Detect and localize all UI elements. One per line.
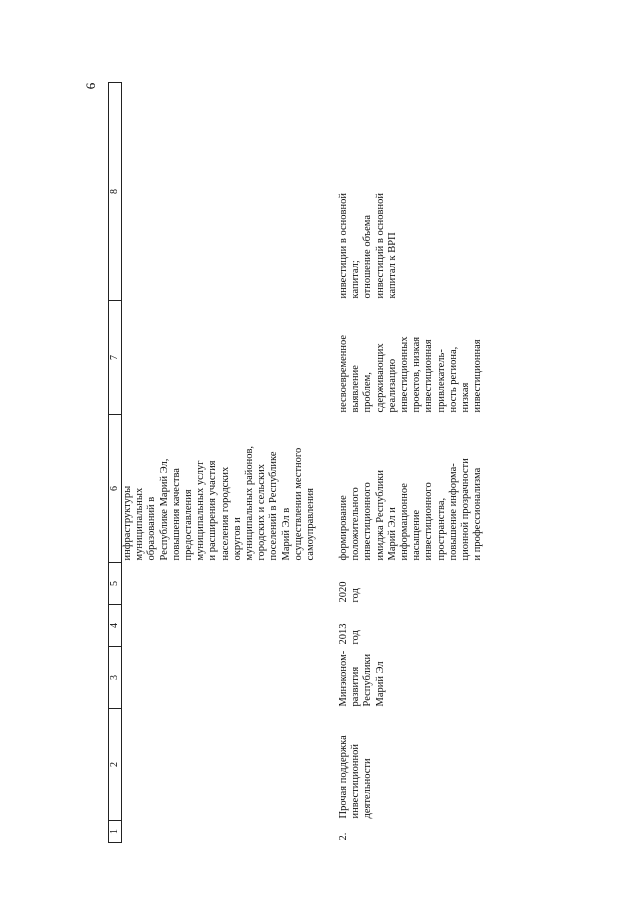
cell-line: городских и сельских: [256, 464, 268, 561]
cell-line: ционной прозрачности: [460, 458, 472, 561]
table-row-2: [338, 83, 484, 843]
cell-line: Республики: [362, 653, 374, 707]
cell-line: насыщение: [411, 509, 423, 561]
cell-line: инвестиционная: [472, 339, 484, 413]
cell-line: и профессионализма: [472, 467, 484, 561]
cell-line: проблем,: [362, 372, 374, 413]
cell-line: выявление: [350, 365, 362, 413]
cell-line: привлекатель-: [435, 349, 447, 413]
cell-line: капитал;: [350, 260, 362, 299]
cell-line: проектов, низкая: [411, 336, 423, 413]
cell-line: ность региона,: [447, 346, 459, 413]
cell-line: образований в: [146, 496, 158, 561]
cell-line: муниципальных: [134, 487, 146, 561]
cell-line: округов и: [231, 517, 243, 561]
measure-name-cell: [338, 709, 484, 821]
col-number-5: 5: [109, 563, 122, 605]
cell-line: год: [350, 630, 362, 645]
consequences-cell: [338, 301, 484, 415]
row-number: 2.: [338, 832, 349, 841]
cell-line: населения городских: [219, 466, 231, 561]
cell-line: предоставления: [183, 489, 195, 561]
indicators-cell: [338, 83, 484, 301]
cell-line: положительного: [350, 487, 362, 561]
cell-line: и расширения участия: [207, 460, 219, 561]
executor-cell: [338, 647, 484, 709]
cell-line: пространства,: [435, 497, 447, 561]
cell-line: 2020: [338, 581, 349, 603]
cell-line: повышение информа-: [447, 463, 459, 561]
rotated-table-sheet: [108, 83, 484, 843]
cell-line: инфраструктуры: [122, 485, 133, 561]
cell-line: развития: [350, 666, 362, 707]
document-table: [108, 82, 484, 843]
col-number-7: 7: [109, 301, 122, 415]
cell-line: информационное: [399, 483, 411, 561]
cell-line: капитал к ВРП: [386, 232, 398, 299]
end-year-cell: [338, 563, 484, 605]
cell-line: реализацию: [386, 358, 398, 413]
cell-line: осуществлении местного: [292, 447, 304, 561]
cell-line: муниципальных районов,: [244, 445, 256, 561]
cell-line: инвестиционная: [423, 339, 435, 413]
cell-line: инвестиционных: [399, 336, 411, 413]
col-number-3: 3: [109, 647, 122, 709]
col-number-6: 6: [109, 415, 122, 563]
cell-line: повышения качества: [170, 468, 182, 561]
cell-line: инвестиционного: [423, 482, 435, 561]
cont-goal-cell: [122, 415, 339, 563]
cell-line: Марий Эл и: [386, 507, 398, 561]
cell-line: сдерживающих: [374, 343, 386, 413]
cell-line: Минэконом-: [338, 650, 349, 707]
cell-line: Марий Эл: [374, 661, 386, 707]
cell-line: имиджа Республики: [374, 470, 386, 561]
start-year-cell: [338, 605, 484, 647]
col-number-4: 4: [109, 605, 122, 647]
page-number: 6: [83, 82, 98, 90]
col-number-8: 8: [109, 83, 122, 301]
cell-line: низкая: [460, 382, 472, 413]
table-row-continuation: [122, 83, 339, 843]
cell-line: муниципальных услуг: [195, 460, 207, 561]
cell-line: отношение объема: [362, 215, 374, 299]
cell-line: Республике Марий Эл,: [158, 458, 170, 561]
cell-line: инвестиционного: [362, 482, 374, 561]
cell-line: самоуправления: [305, 487, 317, 561]
cell-line: деятельности: [362, 758, 374, 819]
cell-line: формирование: [338, 495, 349, 561]
cell-line: Прочая поддержка: [338, 735, 349, 819]
cell-line: Марий Эл в: [280, 507, 292, 561]
cell-line: поселений в Республике: [268, 451, 280, 561]
header-row: [109, 83, 122, 843]
col-number-2: 2: [109, 709, 122, 821]
cell-line: инвестиций в основной: [374, 193, 386, 299]
cell-line: инвестиционной: [350, 743, 362, 819]
cell-line: 2013: [338, 623, 349, 645]
expected-result-cell: [338, 415, 484, 563]
cell-line: год: [350, 588, 362, 603]
col-number-1: 1: [109, 821, 122, 843]
cell-line: несвоевременное: [338, 334, 349, 413]
cell-line: инвестиции в основной: [338, 193, 349, 299]
